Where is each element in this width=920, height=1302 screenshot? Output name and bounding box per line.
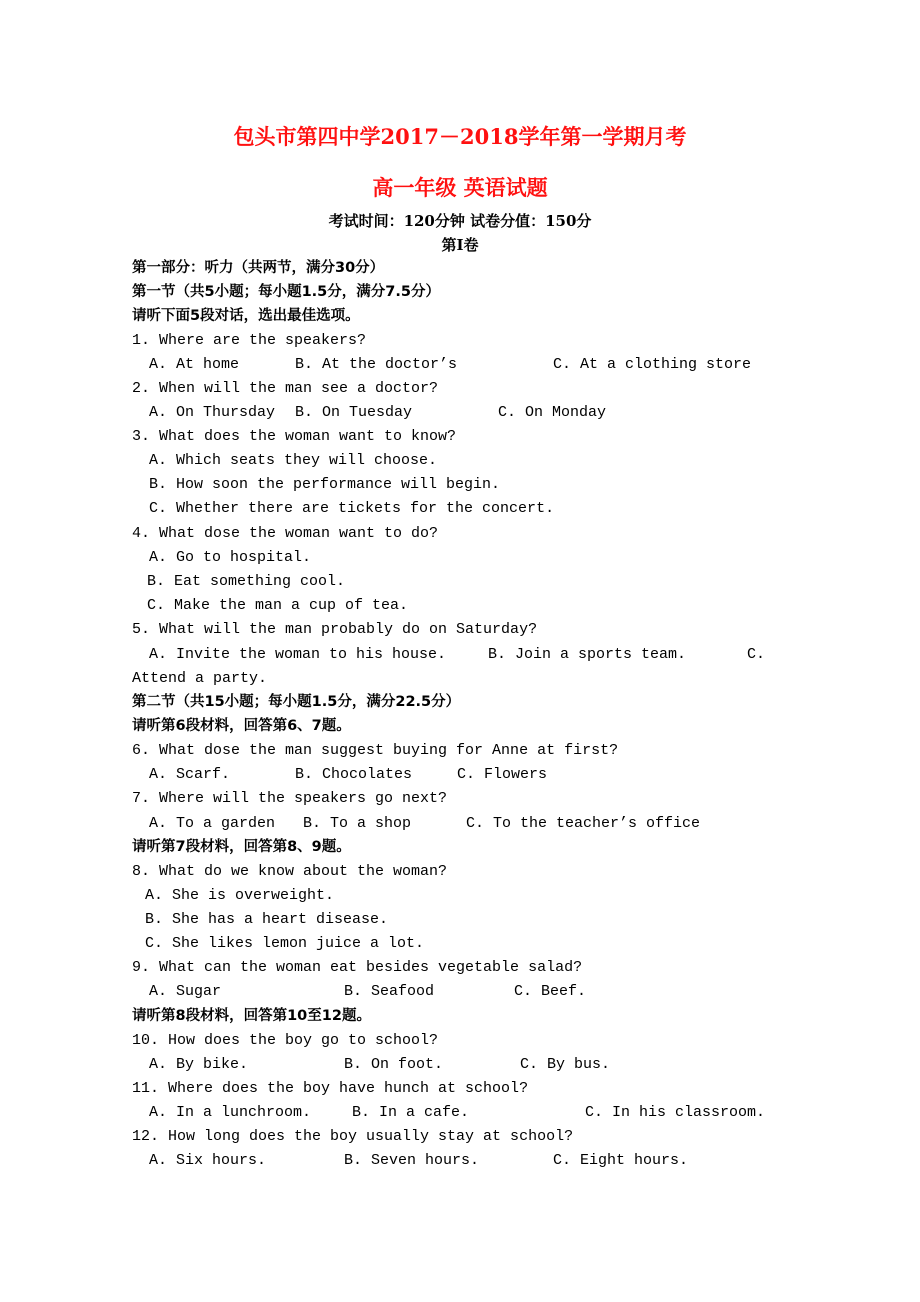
option-b: B. Chocolates xyxy=(295,766,413,783)
option-a: A. Invite the woman to his house. xyxy=(149,646,447,663)
option-c: C. Whether there are tickets for the concert. xyxy=(149,500,555,517)
option-a: A. Scarf. xyxy=(149,766,231,783)
option-c: C. On Monday xyxy=(498,404,607,421)
question-stem: 7. Where will the speakers go next? xyxy=(132,790,448,807)
option-a: A. Sugar xyxy=(149,983,222,1000)
option-a: A. At home xyxy=(149,356,240,373)
option-a: A. Which seats they will choose. xyxy=(149,452,438,469)
option-a: A. To a garden xyxy=(149,815,276,832)
material-7-instruction: 请听第7段材料，回答第8、9题。 xyxy=(132,839,351,855)
option-c: C. She likes lemon juice a lot. xyxy=(145,935,425,952)
option-a: A. Go to hospital. xyxy=(149,549,312,566)
exam-title: 包头市第四中学2017－2018学年第一学期月考 xyxy=(233,124,687,149)
question-stem: 8. What do we know about the woman? xyxy=(132,863,448,880)
option-b: B. Seven hours. xyxy=(344,1152,480,1169)
option-a: A. In a lunchroom. xyxy=(149,1104,312,1121)
option-b: B. Eat something cool. xyxy=(147,573,346,590)
option-b: B. How soon the performance will begin. xyxy=(149,476,501,493)
option-a: A. Six hours. xyxy=(149,1152,267,1169)
section1-heading: 第一节（共5小题；每小题1.5分，满分7.5分） xyxy=(132,284,440,300)
option-c-text: Attend a party. xyxy=(132,670,268,687)
option-c: C. In his classroom. xyxy=(585,1104,766,1121)
exam-info: 考试时间：120分钟 试卷分值：150分 xyxy=(328,212,592,230)
volume-label: 第Ⅰ卷 xyxy=(441,236,479,254)
option-c: C. Flowers xyxy=(457,766,548,783)
part1-heading: 第一部分：听力（共两节，满分30分） xyxy=(132,260,385,276)
option-a: A. By bike. xyxy=(149,1056,249,1073)
question-stem: 6. What dose the man suggest buying for Anne at first? xyxy=(132,742,619,759)
option-a: A. On Thursday xyxy=(149,404,276,421)
question-stem: 11. Where does the boy have hunch at school? xyxy=(132,1080,529,1097)
option-b: B. In a cafe. xyxy=(352,1104,470,1121)
option-b: B. At the doctor’s xyxy=(295,356,458,373)
option-c: C. At a clothing store xyxy=(553,356,752,373)
option-c: C. To the teacher’s office xyxy=(466,815,701,832)
option-b: B. To a shop xyxy=(303,815,412,832)
option-c: C. Beef. xyxy=(514,983,587,1000)
option-c: C. By bus. xyxy=(520,1056,611,1073)
option-c: C. Make the man a cup of tea. xyxy=(147,597,409,614)
option-b: B. Join a sports team. xyxy=(488,646,687,663)
material-8-instruction: 请听第8段材料，回答第10至12题。 xyxy=(132,1008,371,1024)
option-b: B. On Tuesday xyxy=(295,404,413,421)
question-stem: 2. When will the man see a doctor? xyxy=(132,380,439,397)
question-stem: 3. What does the woman want to know? xyxy=(132,428,457,445)
option-b: B. On foot. xyxy=(344,1056,444,1073)
option-b: B. She has a heart disease. xyxy=(145,911,389,928)
question-stem: 9. What can the woman eat besides vegetable salad? xyxy=(132,959,583,976)
section2-heading: 第二节（共15小题；每小题1.5分，满分22.5分） xyxy=(132,694,461,710)
question-stem: 1. Where are the speakers? xyxy=(132,332,367,349)
option-a: A. She is overweight. xyxy=(145,887,335,904)
exam-subtitle: 高一年级 英语试题 xyxy=(372,175,548,200)
material-6-instruction: 请听第6段材料，回答第6、7题。 xyxy=(132,718,351,734)
option-c-label: C. xyxy=(747,646,766,663)
question-stem: 5. What will the man probably do on Saturday? xyxy=(132,621,538,638)
question-stem: 10. How does the boy go to school? xyxy=(132,1032,439,1049)
question-stem: 4. What dose the woman want to do? xyxy=(132,525,439,542)
question-stem: 12. How long does the boy usually stay at school? xyxy=(132,1128,574,1145)
option-c: C. Eight hours. xyxy=(553,1152,689,1169)
section1-instruction: 请听下面5段对话，选出最佳选项。 xyxy=(132,308,360,324)
option-b: B. Seafood xyxy=(344,983,435,1000)
